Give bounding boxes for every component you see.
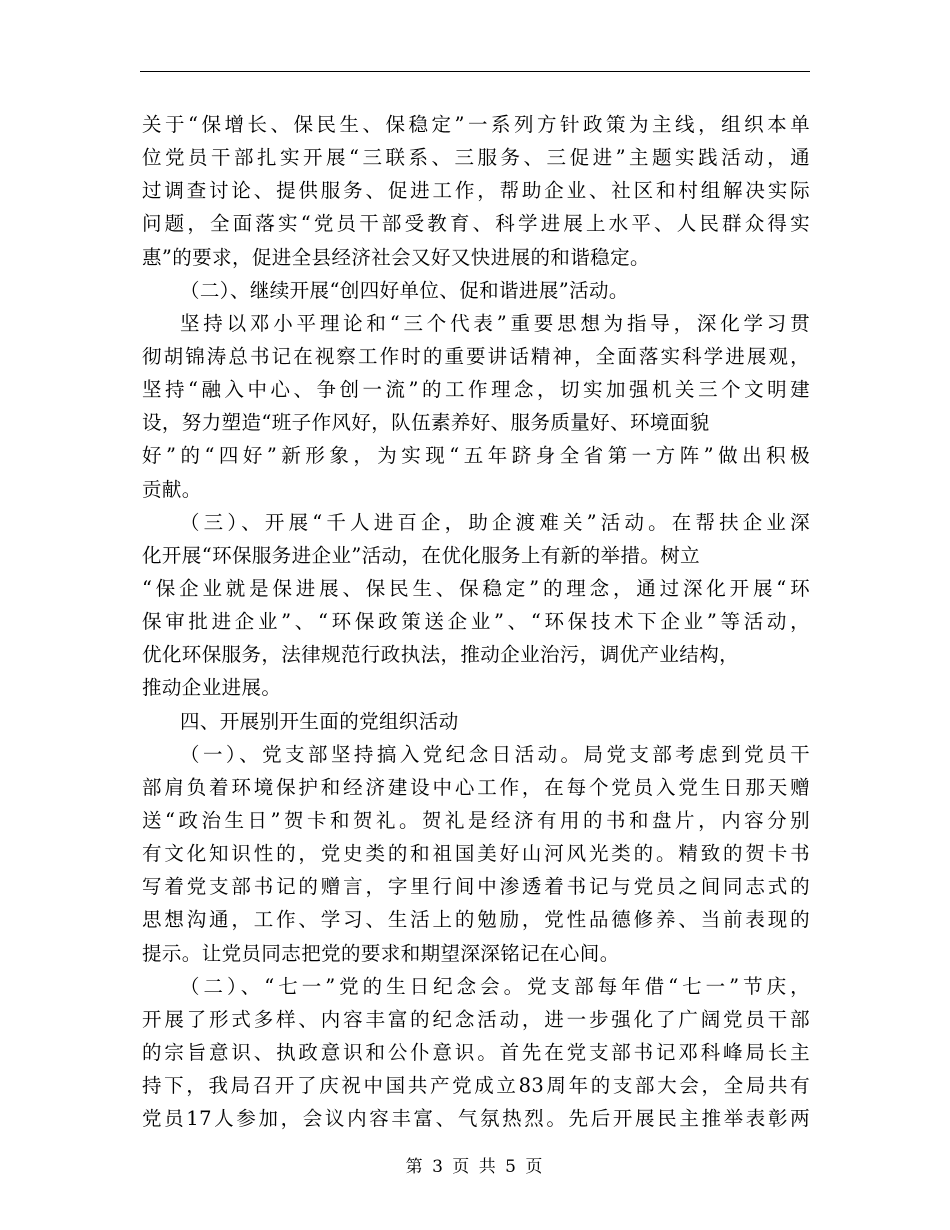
header-rule (140, 71, 810, 72)
text-line: 写着党支部书记的赠言，字里行间中渗透着书记与党员之间同志式的 (142, 875, 810, 899)
text-line: 问题，全面落实“党员干部受教育、科学进展上水平、人民群众得实 (142, 212, 810, 236)
text-line: 提示。让党员同志把党的要求和期望深深铭记在心间。 (142, 941, 620, 965)
text-line: “保企业就是保进展、保民生、保稳定”的理念，通过深化开展“环 (142, 576, 810, 600)
text-line: 坚持以邓小平理论和“三个代表”重要思想为指导，深化学习贯 (180, 311, 810, 335)
text-line: 设，努力塑造“班子作风好，队伍素养好、服务质量好、环境面貌 (142, 411, 710, 435)
text-line: 的宗旨意识、执政意识和公仆意识。首先在党支部书记邓科峰局长主 (142, 1040, 810, 1064)
text-line: 有文化知识性的，党史类的和祖国美好山河风光类的。精致的贺卡书 (142, 842, 810, 866)
text-line: 过调查讨论、提供服务、促进工作，帮助企业、社区和村组解决实际 (142, 179, 810, 203)
text-line: 四、开展别开生面的党组织活动 (180, 709, 459, 733)
page-footer: 第 3 页 共 5 页 (405, 1157, 545, 1177)
text-line: 关于“保增长、保民生、保稳定”一系列方针政策为主线，组织本单 (142, 113, 810, 136)
text-line: （三）、开展“千人进百企，助企渡难关”活动。在帮扶企业深 (180, 510, 810, 534)
text-line: 保审批进企业”、“环保政策送企业”、“环保技术下企业”等活动， (142, 610, 810, 634)
text-line: 位党员干部扎实开展“三联系、三服务、三促进”主题实践活动，通 (142, 146, 810, 170)
text-line: （一）、党支部坚持搞入党纪念日活动。局党支部考虑到党员干 (180, 742, 810, 766)
text-line: 开展了形式多样、内容丰富的纪念活动，进一步强化了广阔党员干部 (142, 1007, 810, 1031)
text-line: 推动企业进展。 (142, 676, 282, 700)
text-line: 贡献。 (142, 477, 202, 501)
text-line: 送“政治生日”贺卡和贺礼。贺礼是经济有用的书和盘片，内容分别 (142, 808, 810, 832)
text-line: （二）、继续开展“创四好单位、促和谐进展”活动。 (180, 278, 629, 302)
text-line: （二）、“七一”党的生日纪念会。党支部每年借“七一”节庆， (180, 974, 810, 998)
text-line: 思想沟通，工作、学习、生活上的勉励，党性品德修养、当前表现的 (142, 908, 810, 932)
text-line: 部肩负着环境保护和经济建设中心工作，在每个党员入党生日那天赠 (142, 775, 810, 799)
text-line: 坚持“融入中心、争创一流”的工作理念，切实加强机关三个文明建 (142, 378, 810, 402)
body-text (142, 108, 810, 1135)
text-line: 优化环保服务，法律规范行政执法，推动企业治污，调优产业结构， (142, 643, 740, 667)
text-line: 彻胡锦涛总书记在视察工作时的重要讲话精神，全面落实科学进展观， (142, 344, 810, 368)
text-line: 化开展“环保服务进企业”活动，在优化服务上有新的举措。树立 (142, 543, 701, 567)
text-line: 惠”的要求，促进全县经济社会又好又快进展的和谐稳定。 (142, 245, 650, 269)
text-line: 好”的“四好”新形象，为实现“五年跻身全省第一方阵”做出积极 (142, 444, 810, 468)
text-line: 党员17人参加，会议内容丰富、气氛热烈。先后开展民主推举表彰两 (142, 1107, 810, 1131)
text-line: 持下，我局召开了庆祝中国共产党成立83周年的支部大会，全局共有 (142, 1074, 810, 1098)
